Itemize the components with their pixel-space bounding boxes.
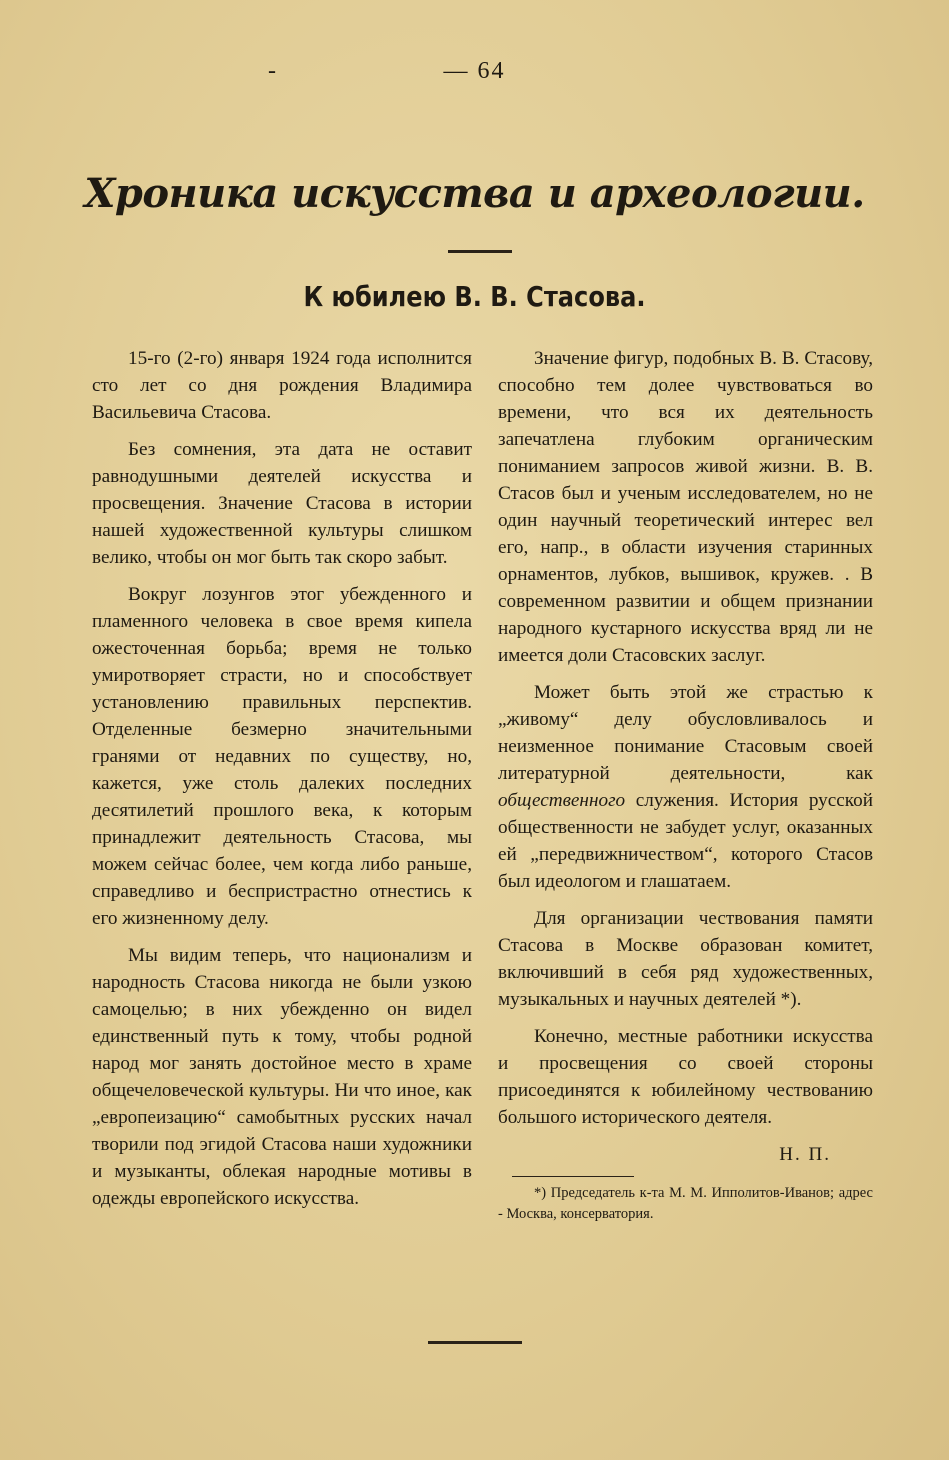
section-title: Хроника искусства и археологии. — [84, 170, 865, 217]
emphasized-word: общественного — [498, 790, 626, 811]
page-number: — 64 — [443, 58, 506, 84]
right-column — [498, 345, 873, 1235]
paragraph-text: Может быть этой же страстью к „живому“ делу обусловливалось и неизменное понимание Стасовым своей литературной деятельности, как — [498, 682, 873, 784]
footnote: *) Председатель к-та М. М. Ипполитов-Иванов; адрес - Москва, консерватория. — [498, 1185, 873, 1222]
paragraph — [498, 679, 873, 895]
paragraph-text: служения. История русской общественности не забудет услуг, оказанных ей „передвижничеством“, которого Стасов был идеологом и глашатаем. — [498, 790, 873, 892]
left-column — [92, 345, 472, 1222]
title-divider — [448, 250, 512, 253]
author-signature: Н. П. — [779, 1144, 831, 1165]
page-number-mark: - — [268, 58, 278, 84]
paragraph: Мы видим теперь, что национализм и народность Стасова никогда не были узкою самоцелью; в них убежденно он видел единственный путь к тому, чтобы родной народ мог занять достойное место в храме общечеловеческой культуры. Ни что иное, как „европеизацию“ самобытных русских начал творили под эгидой Стасова наши художники и музыканты, облекая народные мотивы в одежды европейского искусства. — [92, 945, 472, 1209]
paragraph: Без сомнения, эта дата не оставит равнодушными деятелей искусства и просвещения. Значение Стасова в истории нашей художественной культуры слишком велико, чтобы он мог быть так скоро забыт. — [92, 439, 472, 568]
paragraph: Для организации чествования памяти Стасова в Москве образован комитет, включивший в себя ряд художественных, музыкальных и научных деятелей *). — [498, 908, 873, 1010]
paragraph: Конечно, местные работники искусства и просвещения со своей стороны присоединятся к юбилейному чествованию большого исторического деятеля. — [498, 1026, 873, 1128]
paragraph: Значение фигур, подобных В. В. Стасову, способно тем долее чувствоваться во времени, что вся их деятельность запечатлена глубоким органическим пониманием запросов живой жизни. В. В. Стасов был и ученым исследователем, но не один научный теоретический интерес вел его, напр., в области изучения старинных орнаментов, лубков, вышивок, кружев. . В современном развитии и общем признании народного кустарного искусства вряд ли не имеется доли Стасовских заслуг. — [498, 348, 873, 666]
end-divider — [428, 1341, 522, 1344]
footnote-divider — [512, 1176, 634, 1177]
paragraph: 15-го (2-го) января 1924 года исполнится сто лет со дня рождения Владимира Васильевича Стасова. — [92, 348, 472, 423]
paragraph: Вокруг лозунгов этог убежденного и пламенного человека в свое время кипела ожесточенная борьба; время не только умиротворяет страсти, но и способствует установлению правильных перспектив. Отделенные безмерно значительными гранями от недавних по существу, но, кажется, уже столь далеких последних десятилетий прошлого века, к которым принадлежит деятельность Стасова, мы можем сейчас более, чем когда либо раньше, справедливо и беспристрастно отнестись к его жизненному делу. — [92, 584, 472, 929]
article-title: К юбилею В. В. Стасова. — [303, 280, 646, 313]
page-number-line — [0, 58, 949, 85]
